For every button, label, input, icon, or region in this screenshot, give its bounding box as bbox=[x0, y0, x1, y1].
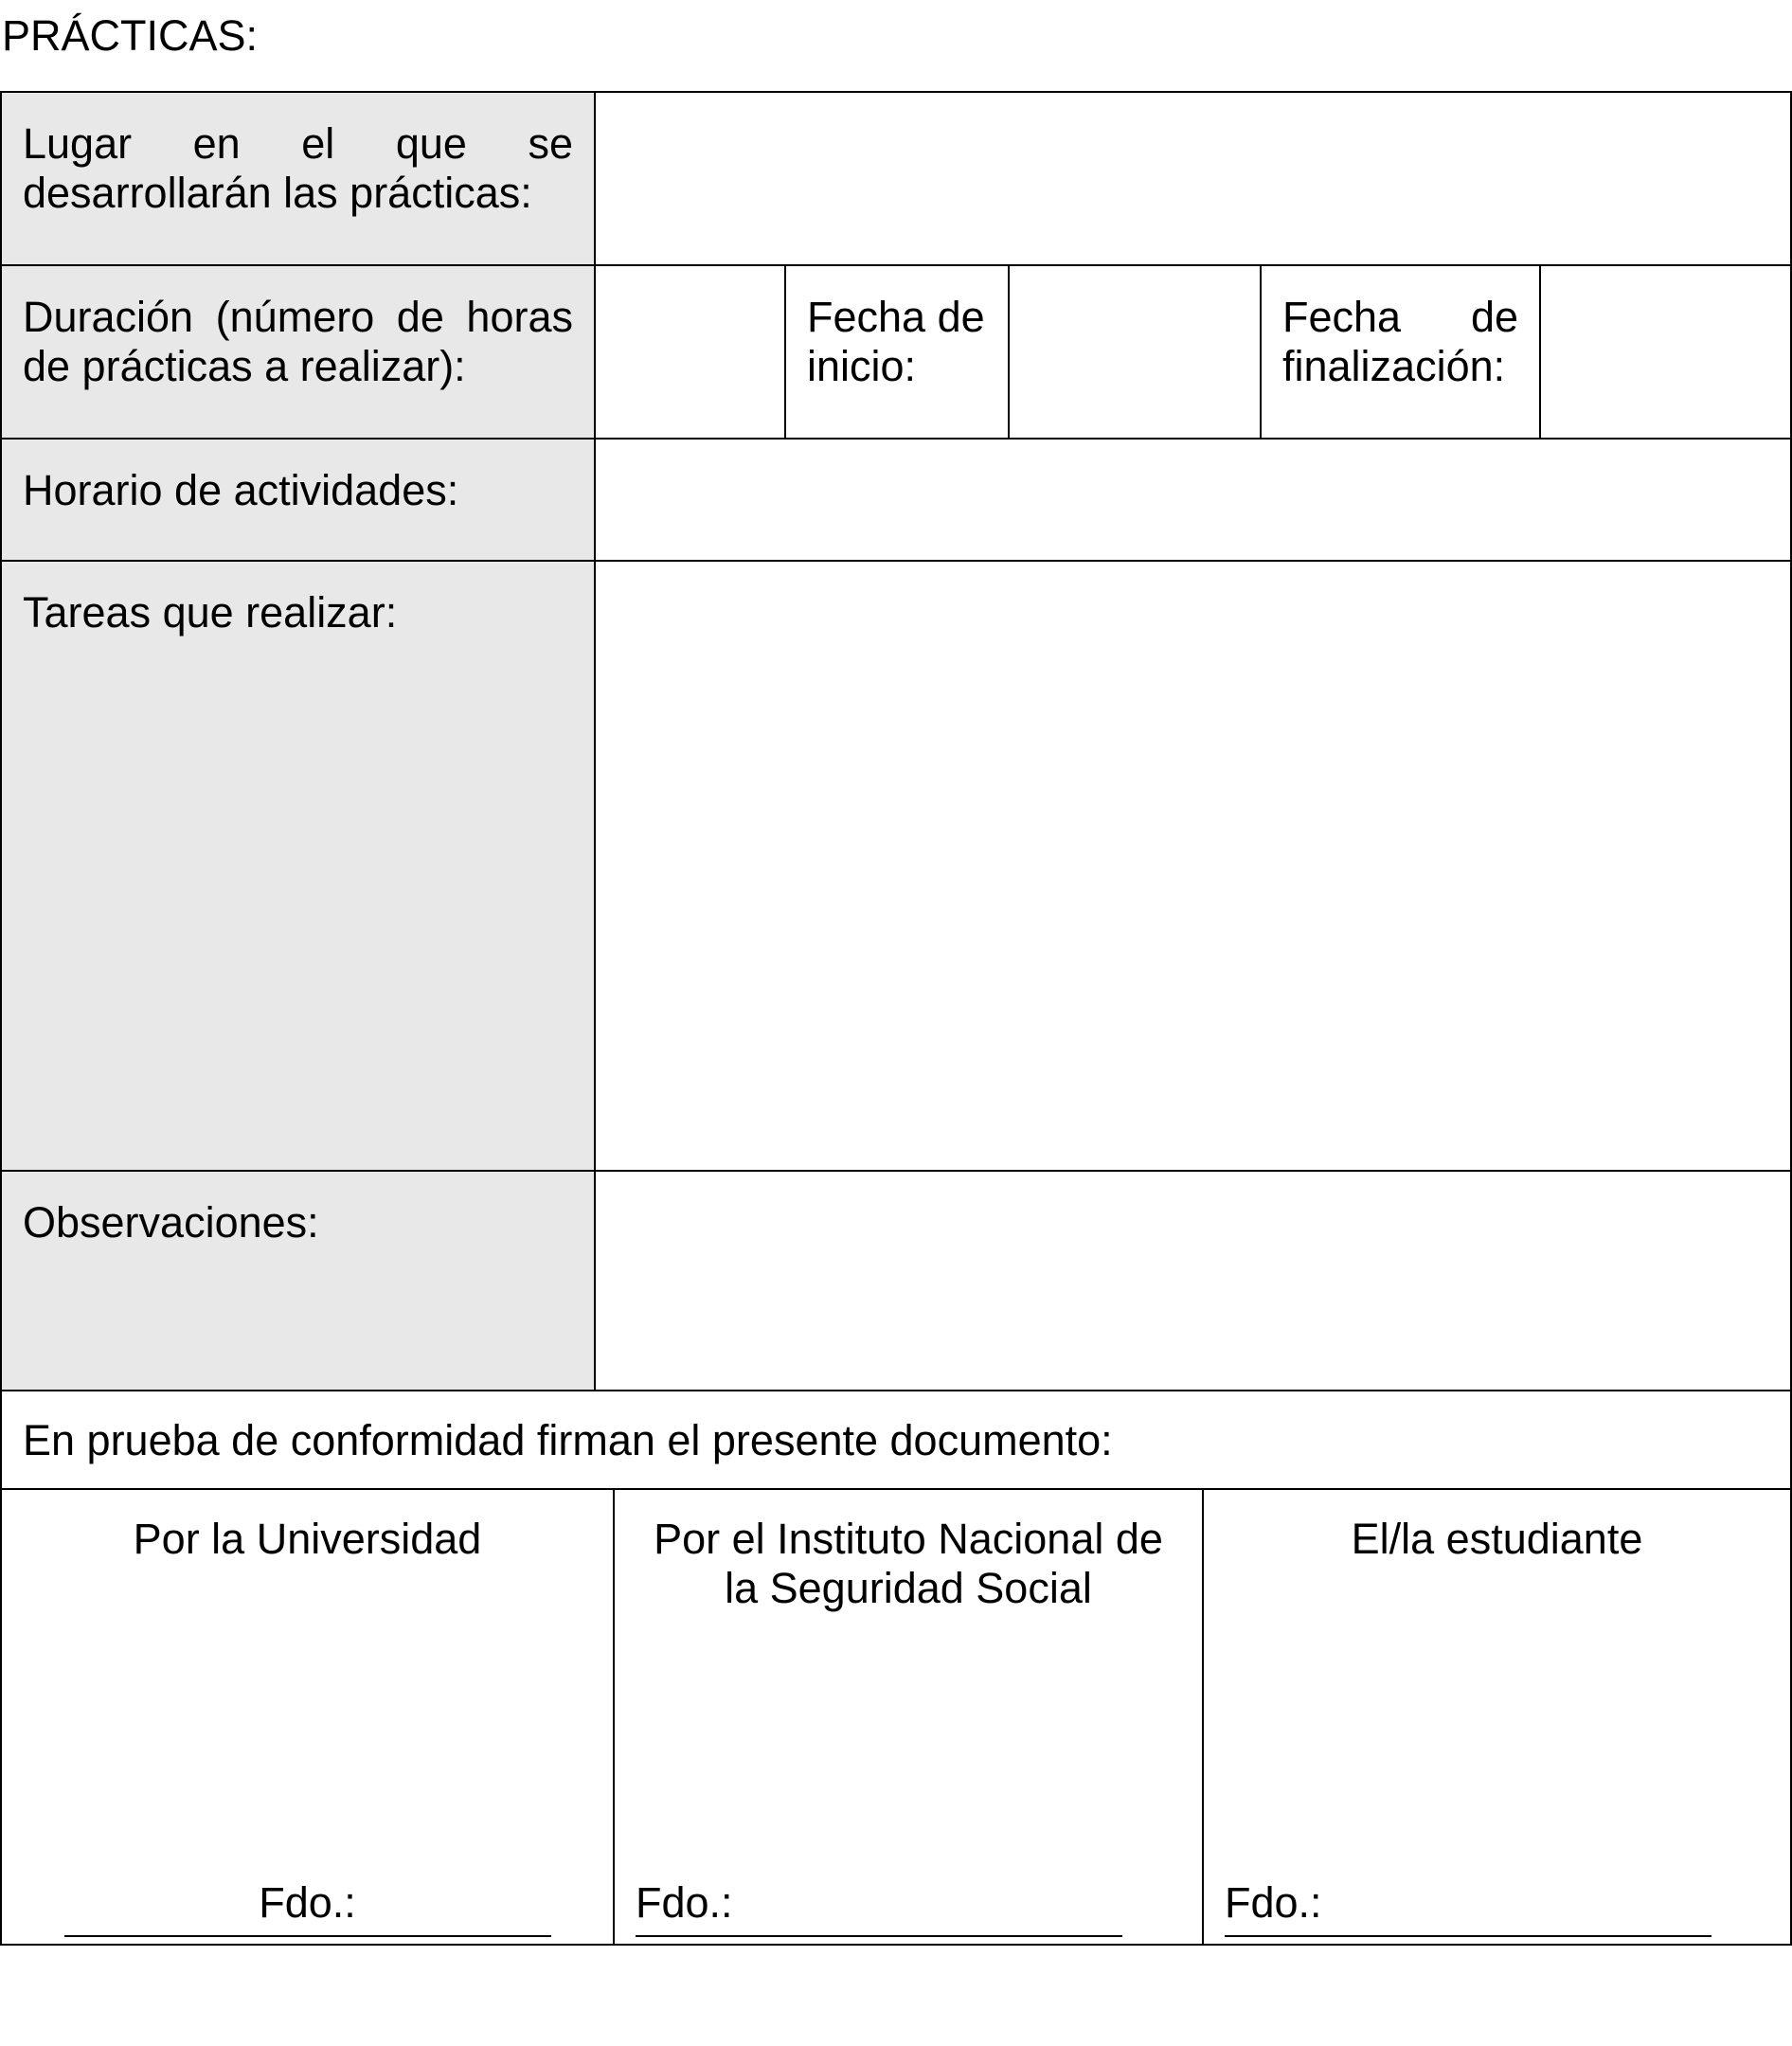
row-observaciones bbox=[2, 1172, 1790, 1391]
label-duracion: Duración (número de horas de prácticas a realizar): bbox=[2, 266, 596, 438]
row-horario bbox=[2, 440, 1790, 562]
field-horario[interactable] bbox=[596, 440, 1790, 560]
signature-estudiante[interactable] bbox=[1204, 1490, 1790, 1944]
field-fecha-finalizacion[interactable] bbox=[1541, 266, 1790, 438]
row-tareas bbox=[2, 562, 1790, 1172]
label-observaciones: Observaciones: bbox=[2, 1172, 596, 1390]
practicas-form-table bbox=[0, 91, 1792, 1946]
row-lugar bbox=[2, 93, 1790, 266]
signature-line bbox=[64, 1935, 551, 1937]
conformidad-text: En prueba de conformidad firman el presente documento: bbox=[23, 1416, 1113, 1464]
signature-title: Por el Instituto Nacional de la Seguridad Social bbox=[654, 1515, 1163, 1612]
label-fecha-finalizacion: Fecha de finalización: bbox=[1262, 266, 1541, 438]
signature-line bbox=[1225, 1935, 1711, 1937]
signature-title: Por la Universidad bbox=[133, 1515, 482, 1563]
field-fecha-inicio[interactable] bbox=[1010, 266, 1262, 438]
label-fecha-inicio: Fecha de inicio: bbox=[786, 266, 1010, 438]
label-horario: Horario de actividades: bbox=[2, 440, 596, 560]
field-observaciones[interactable] bbox=[596, 1172, 1790, 1390]
signature-universidad[interactable] bbox=[2, 1490, 615, 1944]
label-tareas: Tareas que realizar: bbox=[2, 562, 596, 1170]
label-lugar: Lugar en el que se desarrollarán las prácticas: bbox=[2, 93, 596, 264]
section-title: PRÁCTICAS: bbox=[2, 11, 259, 60]
field-tareas[interactable] bbox=[596, 562, 1790, 1170]
row-signatures bbox=[2, 1490, 1790, 1944]
field-duracion[interactable] bbox=[596, 266, 786, 438]
row-duracion bbox=[2, 266, 1790, 440]
signature-line bbox=[636, 1935, 1122, 1937]
row-conformidad bbox=[2, 1391, 1790, 1490]
field-lugar[interactable] bbox=[596, 93, 1790, 264]
signature-fdo-label: Fdo.: bbox=[636, 1878, 733, 1927]
signature-instituto[interactable] bbox=[615, 1490, 1204, 1944]
signature-title: El/la estudiante bbox=[1351, 1515, 1643, 1563]
signature-fdo-label: Fdo.: bbox=[259, 1878, 356, 1927]
signature-fdo-label: Fdo.: bbox=[1225, 1878, 1322, 1927]
